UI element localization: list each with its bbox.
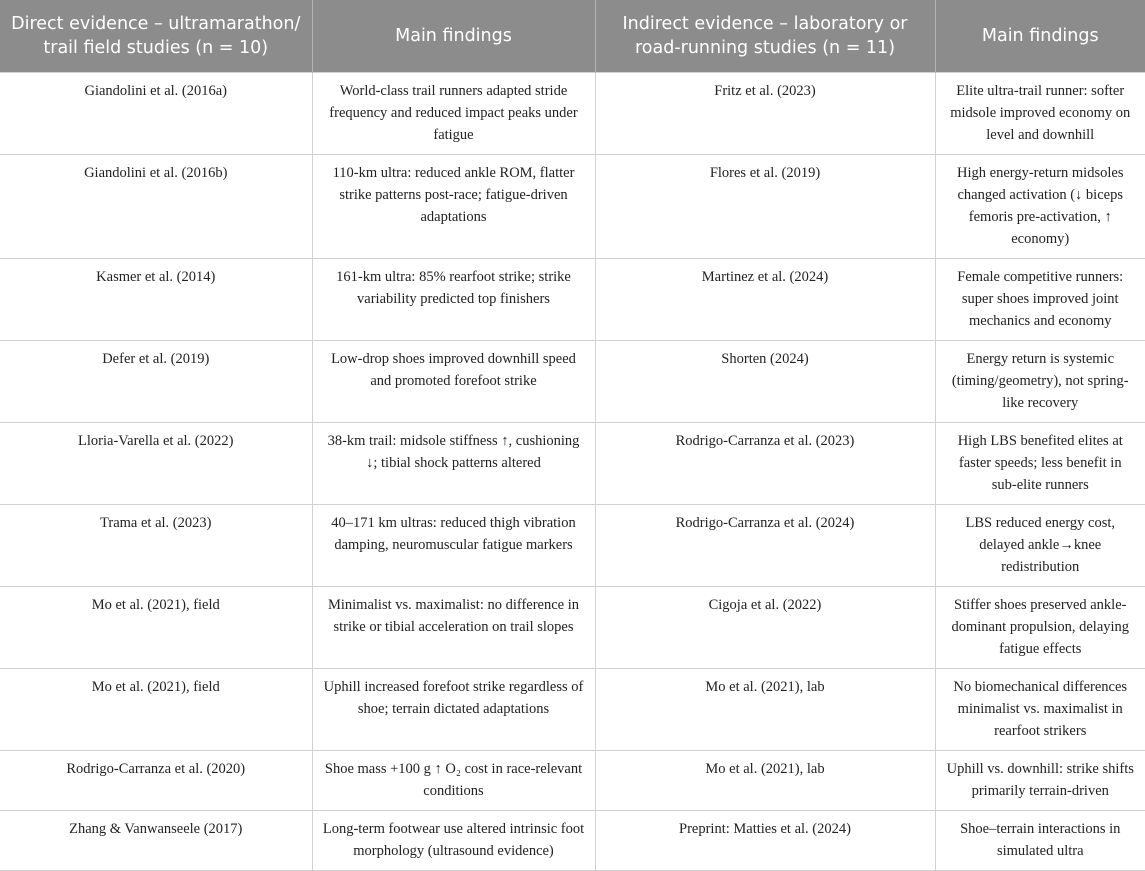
indirect-study-cell: Rodrigo-Carranza et al. (2023) — [595, 423, 935, 505]
table-row — [0, 751, 1145, 811]
direct-study-cell: Mo et al. (2021), field — [0, 587, 312, 669]
indirect-study-cell: Martinez et al. (2024) — [595, 259, 935, 341]
indirect-study-cell: Mo et al. (2021), lab — [595, 669, 935, 751]
header-main-findings-indirect: Main findings — [935, 0, 1145, 73]
direct-study-cell: Trama et al. (2023) — [0, 505, 312, 587]
indirect-finding-cell: No biomechanical differences minimalist vs. maximalist in rearfoot strikers — [935, 669, 1145, 751]
direct-finding-cell: Uphill increased forefoot strike regardless of shoe; terrain dictated adaptations — [312, 669, 595, 751]
direct-finding-cell: Long-term footwear use altered intrinsic foot morphology (ultrasound evidence) — [312, 811, 595, 871]
indirect-finding-cell: High energy-return midsoles changed activation (↓ biceps femoris pre-activation, ↑ economy) — [935, 155, 1145, 259]
direct-study-cell: Kasmer et al. (2014) — [0, 259, 312, 341]
direct-finding-cell: Low-drop shoes improved downhill speed and promoted forefoot strike — [312, 341, 595, 423]
table-row — [0, 587, 1145, 669]
direct-study-cell: Rodrigo-Carranza et al. (2020) — [0, 751, 312, 811]
indirect-finding-cell: LBS reduced energy cost, delayed ankle→knee redistribution — [935, 505, 1145, 587]
table-row — [0, 669, 1145, 751]
indirect-study-cell: Mo et al. (2021), lab — [595, 751, 935, 811]
table-row — [0, 259, 1145, 341]
direct-finding-cell: World-class trail runners adapted stride frequency and reduced impact peaks under fatigue — [312, 73, 595, 155]
direct-finding-cell: 110-km ultra: reduced ankle ROM, flatter strike patterns post-race; fatigue-driven adaptations — [312, 155, 595, 259]
indirect-finding-cell: Uphill vs. downhill: strike shifts primarily terrain-driven — [935, 751, 1145, 811]
indirect-finding-cell: Female competitive runners: super shoes improved joint mechanics and economy — [935, 259, 1145, 341]
direct-study-cell: Mo et al. (2021), field — [0, 669, 312, 751]
table-row — [0, 811, 1145, 871]
indirect-finding-cell: High LBS benefited elites at faster speeds; less benefit in sub-elite runners — [935, 423, 1145, 505]
direct-finding-cell: 38-km trail: midsole stiffness ↑, cushioning ↓; tibial shock patterns altered — [312, 423, 595, 505]
indirect-study-cell: Cigoja et al. (2022) — [595, 587, 935, 669]
table-row — [0, 341, 1145, 423]
table-row — [0, 505, 1145, 587]
direct-study-cell: Lloria-Varella et al. (2022) — [0, 423, 312, 505]
direct-study-cell: Giandolini et al. (2016a) — [0, 73, 312, 155]
table-body — [0, 73, 1145, 871]
table-row — [0, 423, 1145, 505]
direct-finding-cell: Shoe mass +100 g ↑ O₂ cost in race-relevant conditions — [312, 751, 595, 811]
indirect-finding-cell: Energy return is systemic (timing/geometry), not spring-like recovery — [935, 341, 1145, 423]
indirect-study-cell: Preprint: Matties et al. (2024) — [595, 811, 935, 871]
direct-finding-cell: Minimalist vs. maximalist: no difference in strike or tibial acceleration on trail slopes — [312, 587, 595, 669]
header-row — [0, 0, 1145, 73]
header-direct-evidence: Direct evidence – ultramarathon/ trail field studies (n = 10) — [0, 0, 312, 73]
direct-study-cell: Zhang & Vanwanseele (2017) — [0, 811, 312, 871]
direct-finding-cell: 40–171 km ultras: reduced thigh vibration damping, neuromuscular fatigue markers — [312, 505, 595, 587]
indirect-finding-cell: Stiffer shoes preserved ankle-dominant propulsion, delaying fatigue effects — [935, 587, 1145, 669]
indirect-study-cell: Shorten (2024) — [595, 341, 935, 423]
indirect-finding-cell: Elite ultra-trail runner: softer midsole improved economy on level and downhill — [935, 73, 1145, 155]
table-row — [0, 73, 1145, 155]
direct-study-cell: Defer et al. (2019) — [0, 341, 312, 423]
indirect-study-cell: Flores et al. (2019) — [595, 155, 935, 259]
header-indirect-evidence: Indirect evidence – laboratory or road-running studies (n = 11) — [595, 0, 935, 73]
direct-finding-cell: 161-km ultra: 85% rearfoot strike; strike variability predicted top finishers — [312, 259, 595, 341]
header-main-findings-direct: Main findings — [312, 0, 595, 73]
direct-study-cell: Giandolini et al. (2016b) — [0, 155, 312, 259]
indirect-study-cell: Rodrigo-Carranza et al. (2024) — [595, 505, 935, 587]
indirect-study-cell: Fritz et al. (2023) — [595, 73, 935, 155]
indirect-finding-cell: Shoe–terrain interactions in simulated ultra — [935, 811, 1145, 871]
table-row — [0, 155, 1145, 259]
